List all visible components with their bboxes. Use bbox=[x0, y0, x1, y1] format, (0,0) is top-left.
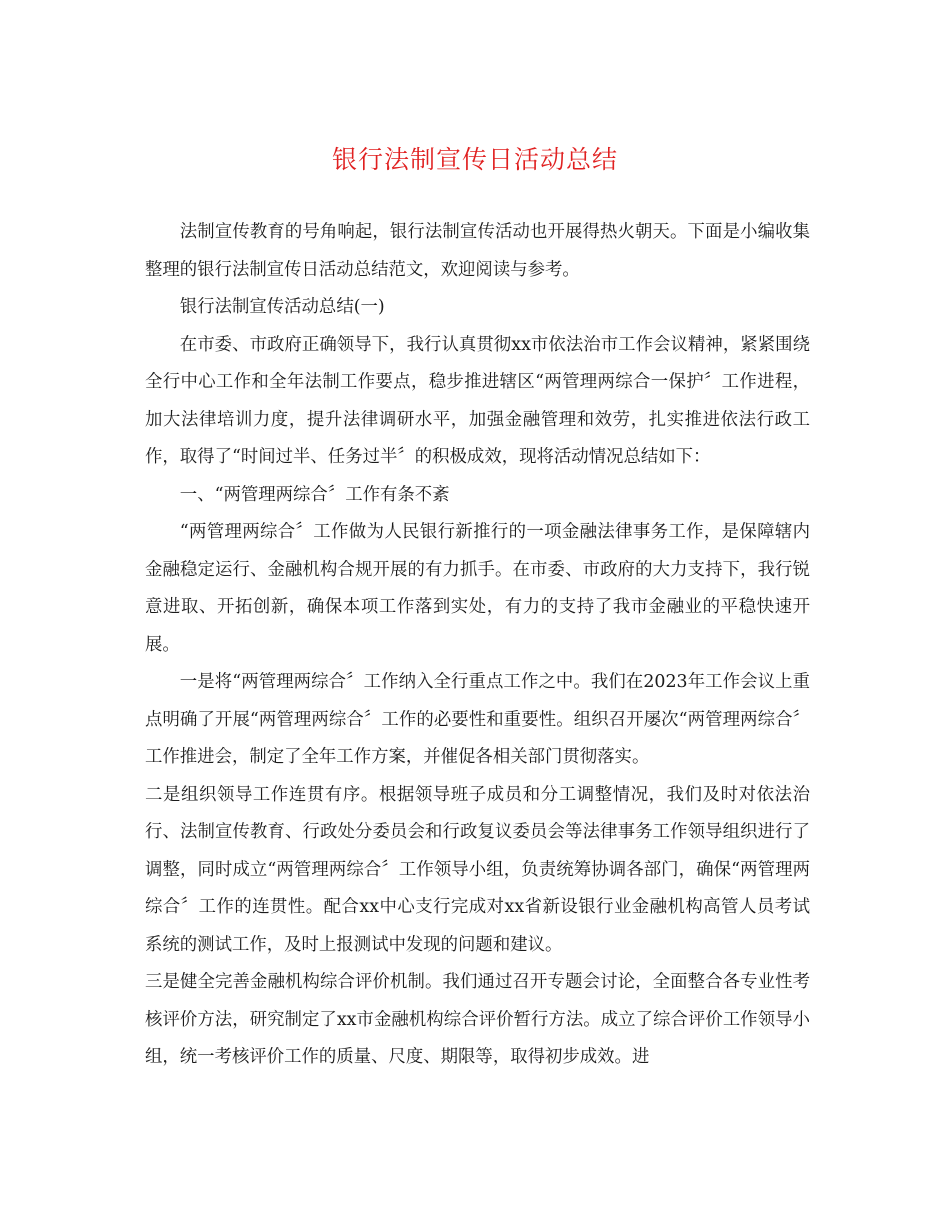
paragraph: 在市委、市政府正确领导下，我行认真贯彻xx市依法治市工作会议精神，紧紧围绕全行中心工作和全年法制工作要点，稳步推进辖区“两管理两综合一保护〞工作进程，加大法律培训力度，提升法律调研水平，加强金融管理和效劳，扎实推进依法行政工作，取得了“时间过半、任务过半〞的积极成效，现将活动情况总结如下： bbox=[145, 334, 810, 467]
paragraph: 三是健全完善金融机构综合评价机制。我们通过召开专题会讨论，全面整合各专业性考核评价方法，研究制定了xx市金融机构综合评价暂行方法。成立了综合评价工作领导小组，统一考核评价工作的质量、尺度、期限等，取得初步成效。进 bbox=[145, 972, 810, 1067]
document-title: 银行法制宣传日活动总结 bbox=[331, 145, 618, 174]
paragraph-intro: 法制宣传教育的号角响起，银行法制宣传活动也开展得热火朝天。下面是小编收集整理的银行法制宣传日活动总结范文，欢迎阅读与参考。 bbox=[145, 222, 810, 280]
paragraph: 一是将“两管理两综合〞工作纳入全行重点工作之中。我们在2023年工作会议上重点明确了开展“两管理两综合〞工作的必要性和重要性。组织召开屡次“两管理两综合〞工作推进会，制定了全年工作方案，并催促各相关部门贯彻落实。 bbox=[145, 672, 810, 767]
section-heading: 银行法制宣传活动总结(一) bbox=[179, 297, 385, 317]
paragraph: “两管理两综合〞工作做为人民银行新推行的一项金融法律事务工作，是保障辖内金融稳定运行、金融机构合规开展的有力抓手。在市委、市政府的大力支持下，我行锐意进取、开拓创新，确保本项工作落到实处，有力的支持了我市金融业的平稳快速开展。 bbox=[145, 522, 810, 655]
section-heading: 一、“两管理两综合〞工作有条不紊 bbox=[179, 484, 450, 505]
paragraph: 二是组织领导工作连贯有序。根据领导班子成员和分工调整情况，我们及时对依法治行、法制宣传教育、行政处分委员会和行政复议委员会等法律事务工作领导组织进行了调整，同时成立“两管理两综合〞工作领导小组，负责统筹协调各部门，确保“两管理两综合〞工作的连贯性。配合xx中心支行完成对xx省新设银行业金融机构高管人员考试系统的测试工作，及时上报测试中发现的问题和建议。 bbox=[145, 784, 810, 955]
document-body bbox=[145, 214, 810, 1077]
